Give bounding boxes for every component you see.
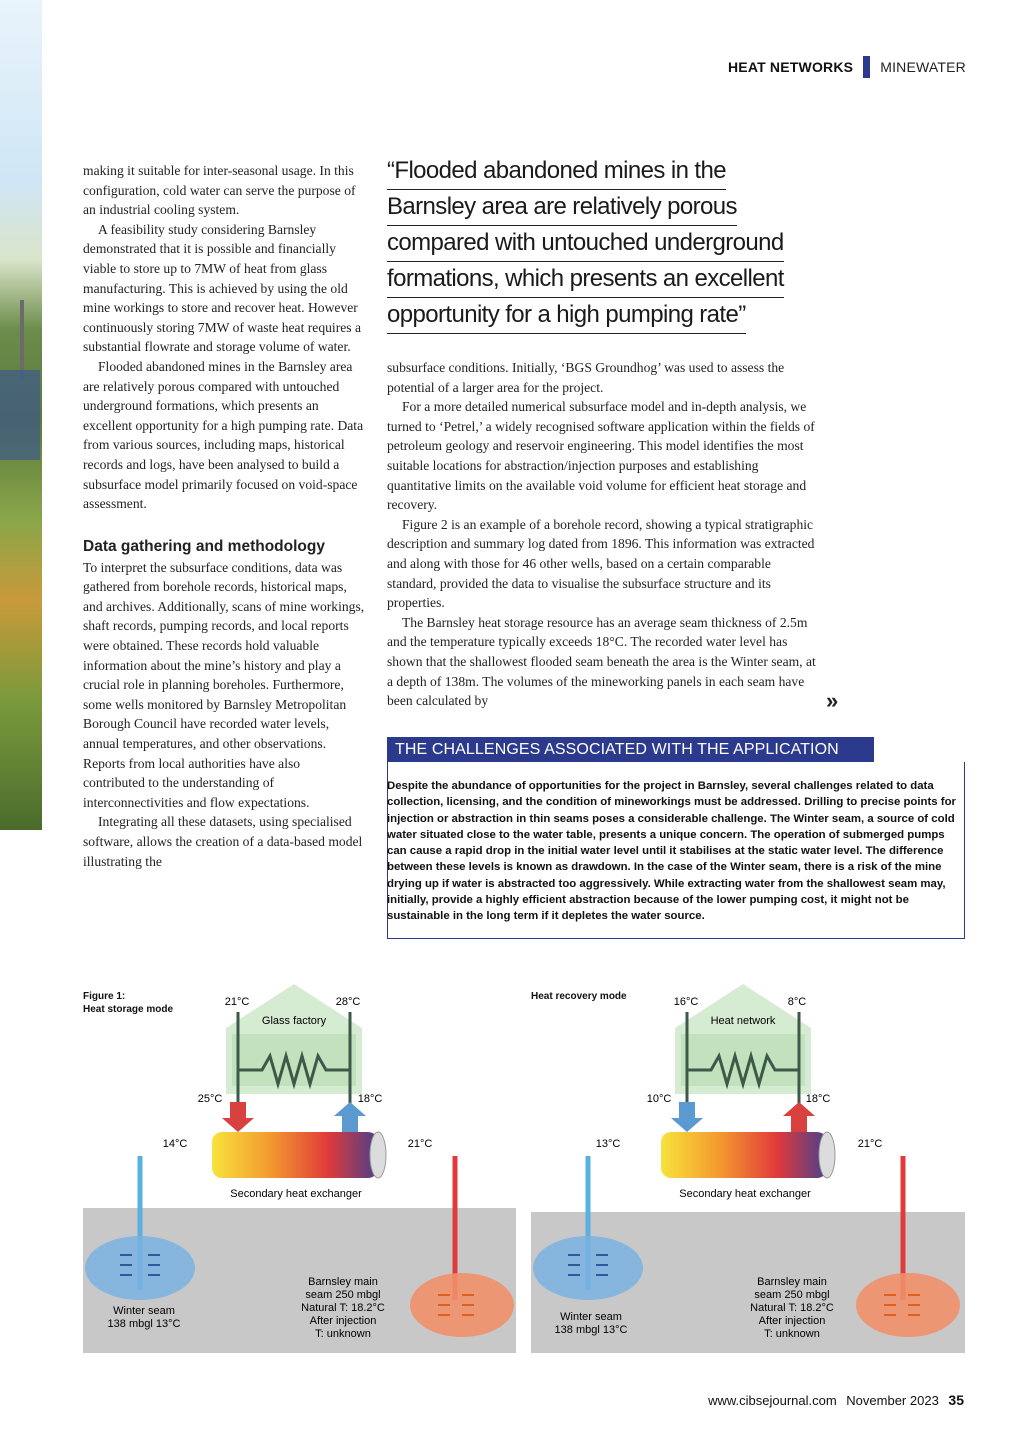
- paragraph: making it suitable for inter-seasonal usage. In this configuration, cold water can serve the purpose of an industrial cooling system.: [83, 163, 356, 218]
- building-inner: [232, 1034, 356, 1086]
- seam-label: T: unknown: [764, 1328, 820, 1340]
- challenges-box-title: THE CHALLENGES ASSOCIATED WITH THE APPLICATION: [387, 737, 874, 762]
- building-label: Heat network: [710, 1015, 776, 1027]
- temp-label: 13°C: [595, 1138, 621, 1150]
- seam-label: Natural T: 18.2°C: [301, 1302, 385, 1314]
- paragraph: A feasibility study considering Barnsley demonstrated that it is possible and financially viable to store up to 7MW of heat from glass manufacturing. This is achieved by using the old mine workings to store and recover heat. However continuously storing 7MW of waste heat requires a substantial flowrate and storage volume of water.: [83, 221, 361, 355]
- paragraph: subsurface conditions. Initially, ‘BGS Groundhog’ was used to assess the potential of a larger area for the project.: [387, 360, 785, 395]
- paragraph: Integrating all these datasets, using specialised software, allows the creation of a data-based model illustrating the: [83, 814, 363, 869]
- paragraph: Figure 2 is an example of a borehole record, showing a typical stratigraphic description and summary log dated from 1896. This information was extracted and along with those for 46 other wells, based on a certain comparable standard, provided the data to visualise the subsurface structure and its properties.: [387, 516, 815, 611]
- flow-arrow-down-icon: [222, 1102, 254, 1132]
- continue-arrow-icon: »: [826, 688, 839, 713]
- seam-label: 138 mbgl 13°C: [554, 1324, 628, 1336]
- temp-label: 10°C: [646, 1093, 672, 1105]
- page-number: 35: [948, 1392, 964, 1408]
- temp-label: 18°C: [357, 1093, 383, 1105]
- storage-mode-panel: [83, 984, 516, 1353]
- seam-label: seam 250 mbgl: [754, 1289, 830, 1301]
- seam-label: Winter seam: [113, 1305, 175, 1317]
- recovery-mode-panel: [531, 984, 965, 1353]
- seam-label: After injection: [758, 1315, 826, 1327]
- flow-arrow-down-icon: [671, 1102, 703, 1132]
- building-inner: [681, 1034, 805, 1086]
- pull-quote-line: formations, which presents an excellent: [387, 262, 784, 298]
- flow-arrow-up-icon: [334, 1102, 366, 1132]
- seam-label: After injection: [309, 1315, 377, 1327]
- temp-label: 28°C: [335, 996, 361, 1008]
- pull-quote-line: opportunity for a high pumping rate”: [387, 298, 746, 334]
- figure-number: Figure 1:: [83, 991, 126, 1002]
- pull-quote-line: compared with untouched underground: [387, 226, 784, 262]
- temp-label: 18°C: [805, 1093, 831, 1105]
- challenges-box-text: Despite the abundance of opportunities for the project in Barnsley, several challenges related to data collection, licensing, and the condition of mineworkings must be addressed. Drilling to precise points for injection or abstraction in thin seams poses a considerable challenge. The Winter seam, a source of cold water situated close to the water table, presents a unique concern. The operation of submerged pumps can cause a rapid drop in the initial water level until it stabilises at the static water level. The difference between these levels is known as drawdown. In the case of the Winter seam, there is a risk of the mine drying up if water is abstracted too aggressively. While extracting water from the shallowest seam may, initially, provide a highly efficient abstraction because of the lower pumping cost, it might not be sustainable in the long term if it depletes the water source.: [387, 780, 956, 923]
- seam-label: 138 mbgl 13°C: [107, 1318, 181, 1330]
- seam-label: Barnsley main: [308, 1276, 378, 1288]
- paragraph: For a more detailed numerical subsurface model and in-depth analysis, we turned to ‘Petrel,’ a widely recognised software application within the fields of petroleum geology and reservoir engineering. This model identifies the most suitable locations for abstraction/injection purposes and establishing quantitative limits on the available void volume for efficient heat storage and recovery.: [387, 399, 815, 513]
- exchanger-label: Secondary heat exchanger: [230, 1188, 362, 1200]
- flow-arrow-up-icon: [783, 1102, 815, 1132]
- footer-date: November 2023: [846, 1393, 939, 1408]
- seam-label: seam 250 mbgl: [305, 1289, 381, 1301]
- temp-label: 21°C: [407, 1138, 433, 1150]
- figure-right-caption: Heat recovery mode: [531, 991, 627, 1002]
- section-heading: Data gathering and methodology: [83, 537, 325, 555]
- pull-quote-line: “Flooded abandoned mines in the: [387, 154, 726, 190]
- winter-seam-cloud: [85, 1236, 195, 1300]
- seam-label: Natural T: 18.2°C: [750, 1302, 834, 1314]
- temp-label: 16°C: [673, 996, 699, 1008]
- temp-label: 14°C: [162, 1138, 188, 1150]
- temp-label: 25°C: [197, 1093, 223, 1105]
- seam-label: Barnsley main: [757, 1276, 827, 1288]
- paragraph: Flooded abandoned mines in the Barnsley area are relatively porous compared with untouched underground formations, which presents an excellent opportunity for a high pumping rate. Data from various sources, including maps, historical records and logs, have been analysed to build a subsurface model primarily focused on void-space assessment.: [83, 358, 364, 512]
- seam-label: Winter seam: [560, 1311, 622, 1323]
- temp-label: 21°C: [224, 996, 250, 1008]
- figure-title: Heat storage mode: [83, 1004, 174, 1015]
- seam-label: T: unknown: [315, 1328, 371, 1340]
- exchanger-label: Secondary heat exchanger: [679, 1188, 811, 1200]
- footer-url: www.cibsejournal.com: [708, 1393, 837, 1408]
- pull-quote-line: Barnsley area are relatively porous: [387, 190, 737, 226]
- page-footer: [708, 1392, 964, 1408]
- temp-label: 21°C: [857, 1138, 883, 1150]
- paragraph: The Barnsley heat storage resource has an average seam thickness of 2.5m and the temperature typically exceeds 18°C. The recorded water level has shown that the shallowest flooded seam beneath the area is the Winter seam, at a depth of 138m. The volumes of the mineworking panels in each seam have been calculated by: [387, 614, 816, 709]
- paragraph: To interpret the subsurface conditions, data was gathered from borehole records, historical maps, and archives. Additionally, scans of mine workings, shaft records, pumping records, and local reports were obtained. These records hold valuable information about the mine’s history and play a crucial role in planning boreholes. Furthermore, some wells monitored by Barnsley Metropolitan Borough Council have recorded water levels, annual temperatures, and other observations. Reports from local authorities have also contributed to the understanding of interconnectivities and flow expectations.: [83, 559, 365, 810]
- building-label: Glass factory: [261, 1015, 327, 1027]
- winter-seam-cloud: [533, 1236, 643, 1300]
- temp-label: 8°C: [787, 996, 807, 1008]
- topic-name: MINEWATER: [880, 59, 966, 75]
- section-name: HEAT NETWORKS: [727, 59, 854, 75]
